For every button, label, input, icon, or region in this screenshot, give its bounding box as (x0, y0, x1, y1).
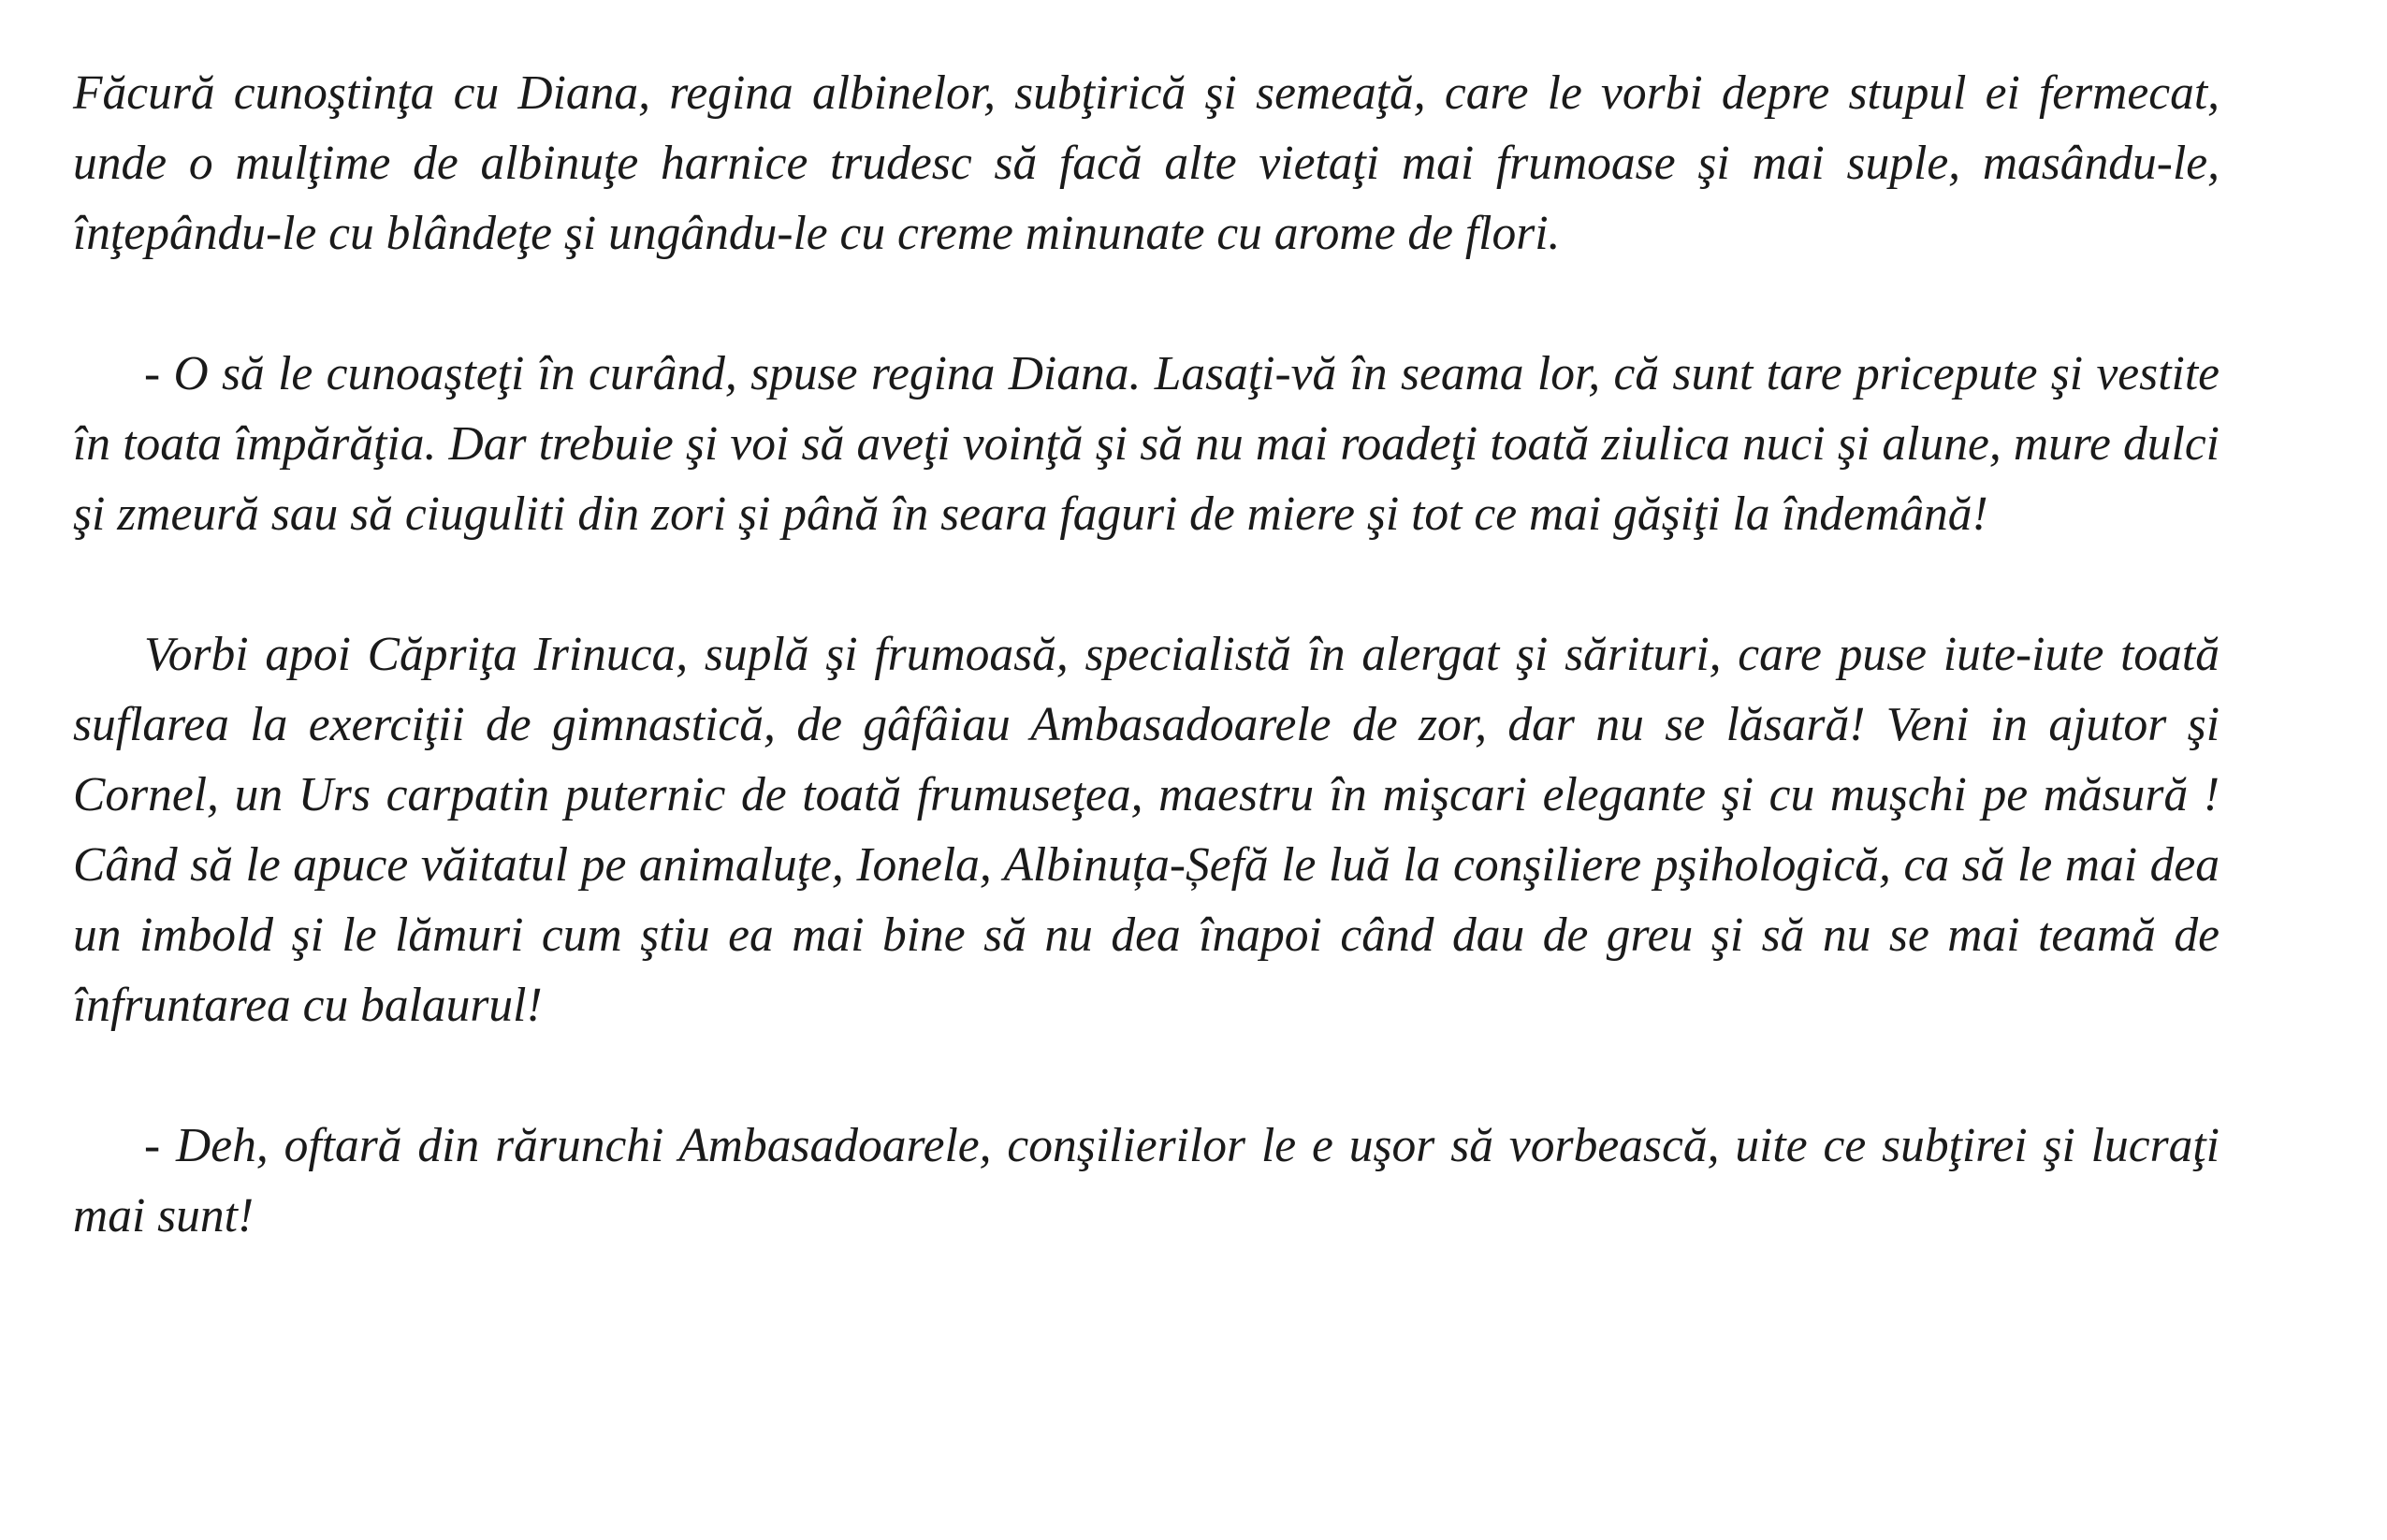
paragraph-3: Vorbi apoi Căpriţa Irinuca, suplă şi frumoasă, specialistă în alergat şi sărituri, care puse iute-iute toată suflarea la exerciţii de gimnastică, de gâfâiau Ambasadoarele de zor, dar nu se lăsară! Veni in ajutor şi Cornel, un Urs carpatin puternic de toată frumuseţea, maestru în mişcari elegante şi cu muşchi pe măsură ! Când să le apuce văitatul pe animaluţe, Ionela, Albinuța-Șefă le luă la conşiliere pşihologică, ca să le mai dea un imbold şi le lămuri cum ştiu ea mai bine să nu dea înapoi când dau de greu şi să nu se mai teamă de înfruntarea cu balaurul! (73, 628, 2220, 1032)
paragraph-1: Făcură cunoştinţa cu Diana, regina albinelor, subţirică şi semeaţă, care le vorbi depre stupul ei fermecat, unde o mulţime de albinuţe harnice trudesc să facă alte vietaţi mai frumoase şi mai suple, masându-le, înţepându-le cu blândeţe şi ungându-le cu creme minunate cu arome de flori. (73, 66, 2220, 260)
paragraph-4: - Deh, oftară din rărunchi Ambasadoarele, conşilierilor le e uşor să vorbească, uite ce subţirei şi lucraţi mai sunt! (73, 1119, 2220, 1242)
paragraph-2: - O să le cunoaşteţi în curând, spuse regina Diana. Lasaţi-vă în seama lor, că sunt tare pricepute şi vestite în toata împărăţia. Dar trebuie şi voi să aveţi voinţă şi să nu mai roadeţi toată ziulica nuci şi alune, mure dulci şi zmeură sau să ciuguliti din zori şi până în seara faguri de miere şi tot ce mai găşiţi la îndemână! (73, 347, 2220, 541)
document-page (73, 58, 2220, 1321)
